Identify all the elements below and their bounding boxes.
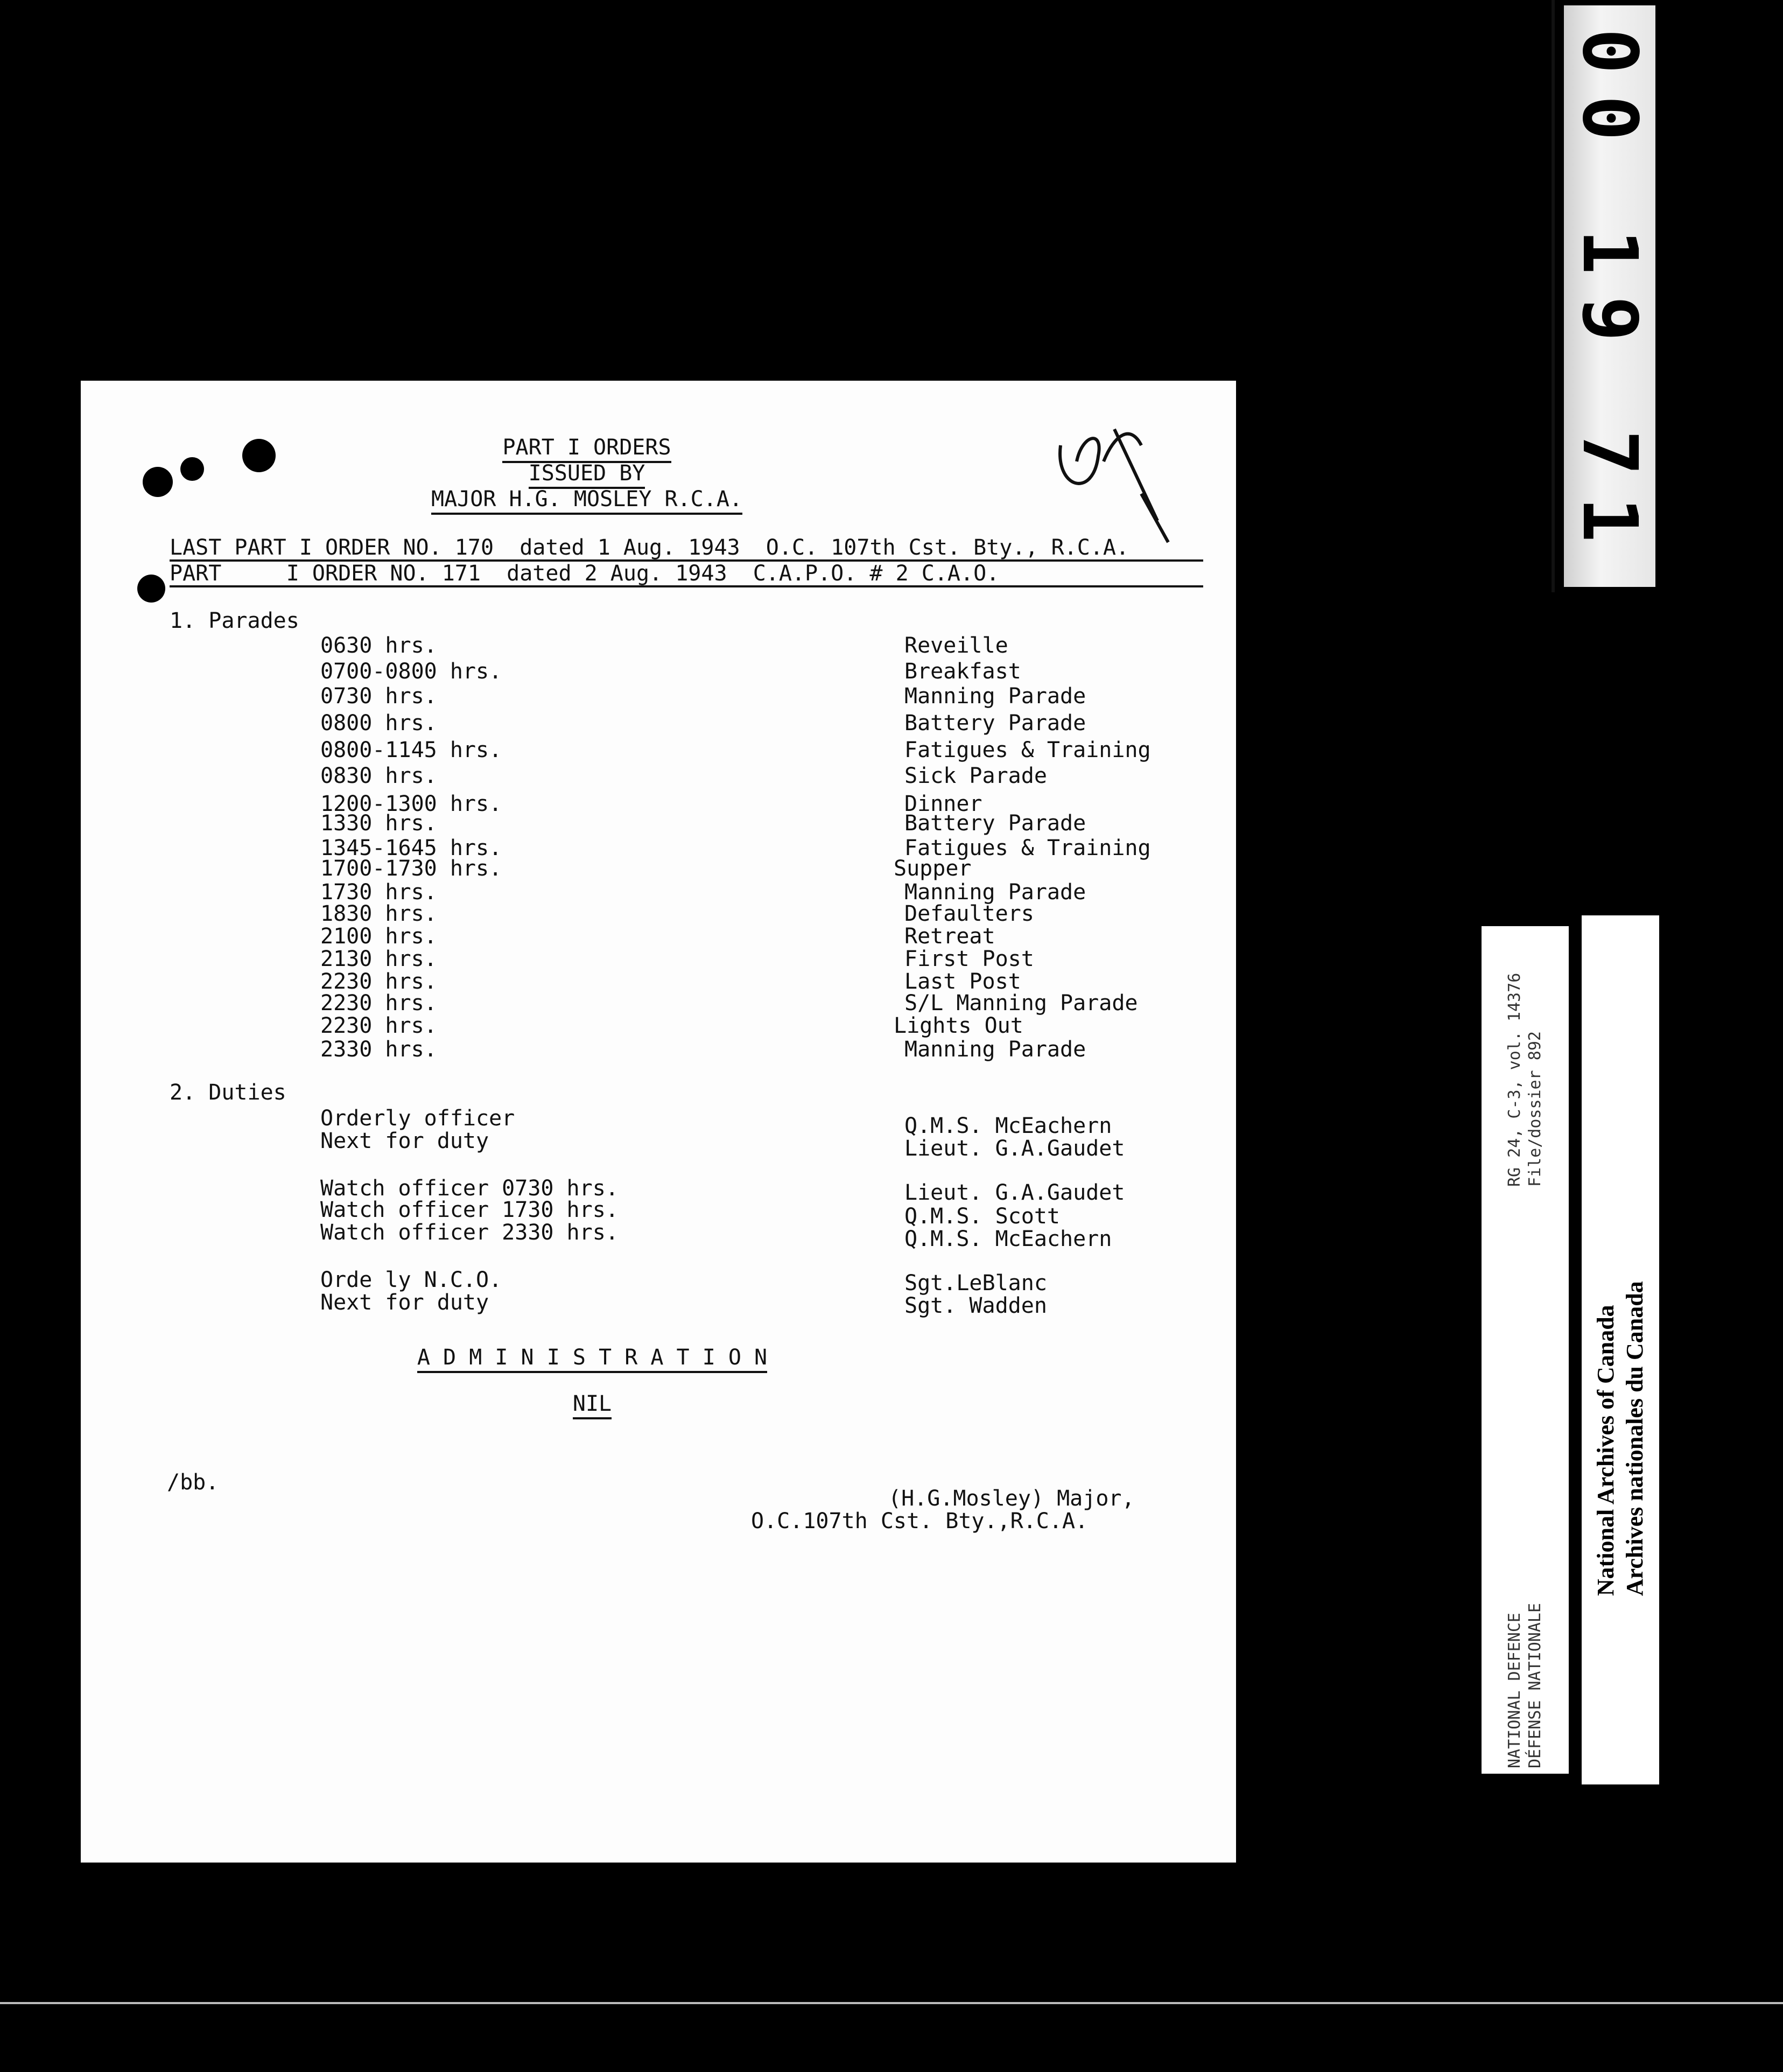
parade-event: Manning Parade <box>904 684 1086 709</box>
parade-time: 1345-1645 hrs. <box>320 836 502 860</box>
handwritten-mark <box>1050 413 1174 553</box>
administration-nil: NIL <box>573 1391 612 1419</box>
frame-number-text: 00 19 71 <box>1566 28 1654 564</box>
parade-time: 0830 hrs. <box>320 764 437 788</box>
source-label-line1-left: NATIONAL DEFENCE <box>1505 1613 1524 1768</box>
parade-time: 0800 hrs. <box>320 711 437 736</box>
parade-time: 1200-1300 hrs. <box>320 792 502 816</box>
parade-event: Supper <box>894 856 972 881</box>
duty-assignee: Q.M.S. McEachern <box>904 1114 1112 1138</box>
heading-line-2: ISSUED BY <box>529 461 645 489</box>
parade-event: First Post <box>904 947 1034 971</box>
parade-event: Battery Parade <box>904 711 1086 736</box>
parade-time: 2230 hrs. <box>320 969 437 994</box>
parade-event: Lights Out <box>894 1013 1023 1038</box>
duty-role: Orde ly N.C.O. <box>320 1268 502 1292</box>
parade-event: Manning Parade <box>904 1037 1086 1062</box>
duties-title: 2. Duties <box>170 1080 286 1105</box>
duty-assignee: Sgt.LeBlanc <box>904 1271 1047 1296</box>
duty-assignee: Lieut. G.A.Gaudet <box>904 1136 1125 1161</box>
parade-time: 2330 hrs. <box>320 1037 437 1062</box>
duty-assignee: Q.M.S. McEachern <box>904 1227 1112 1251</box>
duty-assignee: Q.M.S. Scott <box>904 1204 1060 1229</box>
parade-event: Sick Parade <box>904 764 1047 788</box>
punch-hole-mark <box>180 457 204 481</box>
parade-time: 2100 hrs. <box>320 924 437 949</box>
parade-time: 2130 hrs. <box>320 947 437 971</box>
parade-event: Breakfast <box>904 659 1021 684</box>
typist-initials: /bb. <box>167 1470 219 1495</box>
parade-event: Reveille <box>904 633 1008 658</box>
duty-assignee: Lieut. G.A.Gaudet <box>904 1180 1125 1205</box>
parade-time: 1830 hrs. <box>320 901 437 926</box>
parade-time: 1730 hrs. <box>320 880 437 905</box>
heading-line-1: PART I ORDERS <box>502 435 671 463</box>
parade-event: Fatigues & Training <box>904 836 1151 860</box>
parades-title: 1. Parades <box>170 608 299 633</box>
duty-role: Watch officer 1730 hrs. <box>320 1198 619 1222</box>
duty-role: Next for duty <box>320 1290 489 1315</box>
film-edge <box>1552 0 1555 592</box>
parade-event: Fatigues & Training <box>904 738 1151 762</box>
frame-number <box>1564 5 1655 587</box>
parade-event: Retreat <box>904 924 995 949</box>
source-label-line2-left: DÉFENSE NATIONALE <box>1526 1602 1545 1768</box>
parade-time: 1700-1730 hrs. <box>320 856 502 881</box>
parade-time: 0800-1145 hrs. <box>320 738 502 762</box>
current-order-reference: PART I ORDER NO. 171 dated 2 Aug. 1943 C.A.P.O. # 2 C.A.O. <box>170 562 1203 587</box>
punch-hole-mark <box>143 467 173 497</box>
parade-event: Last Post <box>904 969 1021 994</box>
duty-role: Watch officer 0730 hrs. <box>320 1176 619 1201</box>
last-order-reference: LAST PART I ORDER NO. 170 dated 1 Aug. 1943 O.C. 107th Cst. Bty., R.C.A. <box>170 536 1203 562</box>
archive-reference-label <box>1482 926 1569 1774</box>
archives-label-fr: Archives nationales du Canada <box>1621 1281 1648 1596</box>
archives-label-en: National Archives of Canada <box>1592 1305 1619 1596</box>
punch-hole-mark <box>137 575 165 603</box>
document-sheet <box>81 381 1236 1863</box>
parade-time: 0730 hrs. <box>320 684 437 709</box>
duty-role: Orderly officer <box>320 1106 515 1131</box>
parade-time: 2230 hrs. <box>320 1013 437 1038</box>
archives-label <box>1582 915 1659 1784</box>
heading-line-3: MAJOR H.G. MOSLEY R.C.A. <box>431 487 742 515</box>
signature-name: (H.G.Mosley) Major, <box>888 1486 1135 1511</box>
signature-title: O.C.107th Cst. Bty.,R.C.A. <box>751 1509 1089 1534</box>
parade-time: 2230 hrs. <box>320 991 437 1016</box>
punch-hole-mark <box>242 439 276 472</box>
parade-event: Dinner <box>904 792 982 816</box>
duty-role: Watch officer 2330 hrs. <box>320 1220 619 1245</box>
film-footer-line <box>0 2002 1783 2004</box>
parade-time: 1330 hrs. <box>320 811 437 836</box>
duty-assignee: Sgt. Wadden <box>904 1293 1047 1318</box>
parade-event: Battery Parade <box>904 811 1086 836</box>
duty-role: Next for duty <box>320 1129 489 1153</box>
parade-event: Manning Parade <box>904 880 1086 905</box>
parade-time: 0630 hrs. <box>320 633 437 658</box>
source-label-line1-right: RG 24, C-3, vol. 14376 <box>1505 972 1524 1187</box>
parade-event: Defaulters <box>904 901 1034 926</box>
administration-heading: A D M I N I S T R A T I O N <box>417 1345 767 1373</box>
parade-event: S/L Manning Parade <box>904 991 1138 1016</box>
source-label-line2-right: File/dossier 892 <box>1526 1031 1545 1187</box>
parade-time: 0700-0800 hrs. <box>320 659 502 684</box>
